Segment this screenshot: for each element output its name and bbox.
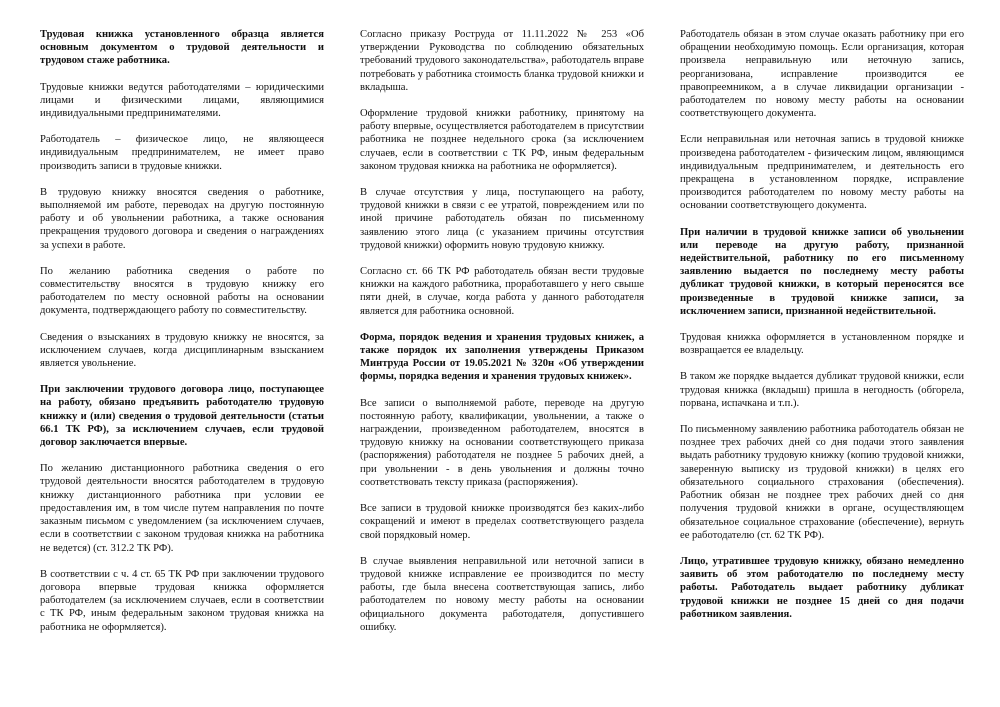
paragraph: Форма, порядок ведения и хранения трудовых книжек, а также порядок их заполнения утверждены Приказом Минтруда России от 19.05.2021 № 320н «Об утверждении формы, порядка ведения и хранения трудовых книжек». [360, 331, 644, 383]
paragraph: Лицо, утратившее трудовую книжку, обязано немедленно заявить об этом работодателю по последнему месту работы. Работодатель выдает работнику дубликат трудовой книжки не позднее 15 дней со дня подачи работником заявления. [680, 555, 964, 620]
paragraph: Трудовая книжка оформляется в установленном порядке и возвращается ее владельцу. [680, 332, 964, 357]
column-3 [680, 28, 964, 707]
paragraph: Трудовая книжка установленного образца является основным документом о трудовой деятельности и трудовом стаже работника. [40, 29, 324, 67]
paragraph: Сведения о взысканиях в трудовую книжку не вносятся, за исключением случаев, когда дисциплинарным взысканием является увольнение. [40, 331, 324, 370]
column-2 [360, 28, 644, 707]
paragraph: В случае выявления неправильной или неточной записи в трудовой книжке исправление ее производится по месту работы, где была внесена соответствующая запись, либо работодателем по новому месту работы на основании официального документа работодателя, допустившего ошибку. [360, 555, 644, 633]
paragraph: Все записи в трудовой книжке производятся без каких-либо сокращений и имеют в пределах соответствующего раздела свой порядковый номер. [360, 503, 644, 541]
column-1 [40, 28, 324, 707]
paragraph: При наличии в трудовой книжке записи об увольнении или переводе на другую работу, признанной недействительной, работнику по его письменному заявлению выдается по последнему месту работы дубликат трудовой книжки, в который переносятся все произведенные в трудовой книжке записи, за исключением записи, признанной недействительной. [680, 226, 964, 317]
paragraph: Все записи о выполняемой работе, переводе на другую постоянную работу, квалификации, увольнении, а также о награждении, произведенном работодателем, вносятся в трудовую книжку на основании соответствующего приказа (распоряжения) работодателя не позднее 5 рабочих дней, а при увольнении - в день увольнения и должны точно соответствовать тексту приказа (распоряжения). [360, 397, 644, 488]
paragraph: Согласно ст. 66 ТК РФ работодатель обязан вести трудовые книжки на каждого работника, проработавшего у него свыше пяти дней, в случае, когда работа у данного работодателя является для работника основной. [360, 266, 644, 317]
paragraph: В таком же порядке выдается дубликат трудовой книжки, если трудовая книжка (вкладыш) пришла в негодность (обгорела, порвана, испачкана и т.п.). [680, 371, 964, 409]
paragraph: Работодатель – физическое лицо, не являющееся индивидуальным предпринимателем, не имеет право производить записи в трудовые книжки. [40, 134, 324, 172]
paragraph: Трудовые книжки ведутся работодателями – юридическими лицами и физическими лицами, являющимися индивидуальными предпринимателями. [40, 81, 324, 120]
paragraph: В соответствии с ч. 4 ст. 65 ТК РФ при заключении трудового договора впервые трудовая книжка оформляется работодателем (за исключением случаев, если в соответствии с ТК РФ, иным федеральным законом трудовая книжка на работника не оформляется). [40, 568, 324, 633]
paragraph: В случае отсутствия у лица, поступающего на работу, трудовой книжки в связи с ее утратой, повреждением или по иной причине работодатель обязан по письменному заявлению этого лица (с указанием причины отсутствия трудовой книжки) оформить новую трудовую книжку. [360, 187, 644, 251]
paragraph: По желанию работника сведения о работе по совместительству вносятся в трудовую книжку его работодателем по месту основной работы на основании документа, подтверждающего работу по совместительству. [40, 265, 324, 317]
paragraph: Работодатель обязан в этом случае оказать работнику при его обращении необходимую помощь. Если организация, которая произвела неправильную или неточную запись, реорганизована, исправление производится ее правопреемником, а в случае ликвидации организации - работодателем по новому месту работы на основании соответствующего документа. [680, 29, 964, 120]
paragraph: Если неправильная или неточная запись в трудовой книжке произведена работодателем - физическим лицом, являющимся индивидуальным предпринимателем, и деятельность его прекращена в установленном порядке, исправление производится работодателем по новому месту работы на основании соответствующего документа. [680, 134, 964, 212]
paragraph: Оформление трудовой книжки работнику, принятому на работу впервые, осуществляется работодателем в присутствии работника не позднее недельного срока (за исключением случаев, если в соответствии с ТК РФ, иным федеральным законом трудовая книжка на работника не оформляется). [360, 108, 644, 172]
paragraph: По письменному заявлению работника работодатель обязан не позднее трех рабочих дней со дня подачи этого заявления выдать работнику трудовую книжку (копию трудовой книжки, заверенную выписку из трудовой книжки) в целях его обязательного социального страхования (обеспечения). Работник обязан не позднее трех рабочих дней со дня получения трудовой книжки в органе, осуществляющем обязательное социальное страхование (обеспечение), вернуть ее работодателю (ст. 62 ТК РФ). [680, 424, 964, 541]
paragraph: При заключении трудового договора лицо, поступающее на работу, обязано предъявить работодателю трудовую книжку и (или) сведения о трудовой деятельности (статьи 66.1 ТК РФ), за исключением случаев, если трудовой договор заключается впервые. [40, 384, 324, 449]
paragraph: Согласно приказу Роструда от 11.11.2022 № 253 «Об утверждении Руководства по соблюдению обязательных требований трудового законодательства», работодатель вправе потребовать у работника стоимость бланка трудовой книжки и вкладыша. [360, 29, 644, 93]
paragraph: По желанию дистанционного работника сведения о его трудовой деятельности вносятся работодателем в трудовую книжку дистанционного работника при условии ее предоставления им, в том числе путем направления по почте заказным письмом с уведомлением (за исключением случаев, если в соответствии с законом трудовая книжка на работника не ведется) (ст. 312.2 ТК РФ). [40, 463, 324, 554]
paragraph: В трудовую книжку вносятся сведения о работнике, выполняемой им работе, переводах на другую постоянную работу и об увольнении работника, а также основания прекращения трудового договора и сведения о награждениях за успехи в работе. [40, 186, 324, 251]
